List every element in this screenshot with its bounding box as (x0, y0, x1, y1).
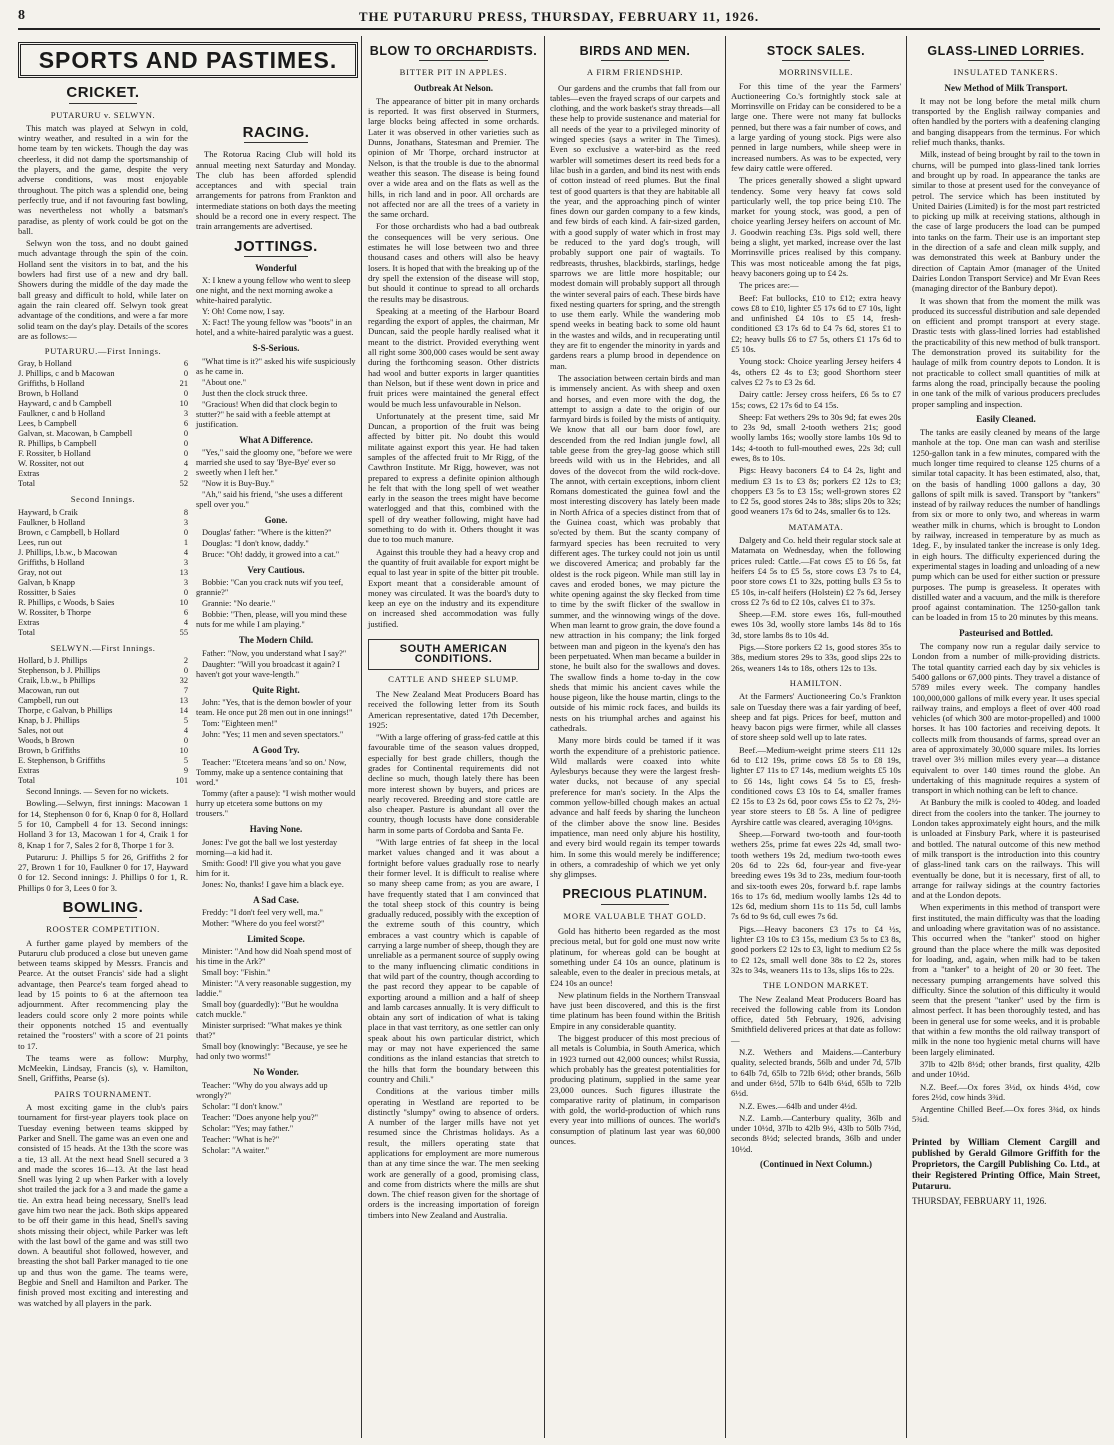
innings-2-title: Second Innings. (70, 494, 136, 505)
batsman: Woods, b Brown (18, 736, 75, 746)
batsman: J. Phillips, l.b.w., b Macowan (18, 547, 118, 557)
orchardists-p5: Against this trouble they had a heavy crop and the quantity of fruit available for export might be equal to last year in spite of the bitter pit trouble. Export meant that a considerable amount of money was circulated. It was the board's duty to keep an eye on the industry and its expenditure on increased shed accommodation was fully justified. (368, 546, 539, 629)
jotting-line: Scholar: "A waiter." (202, 1145, 270, 1155)
orchardists-p2: For those orchardists who had a bad outbreak the consequences will be very serious. One estimates he will lose between two and three thousand cases and others will also be heavy losers. It is hoped that with the breaking up of the dry spell the extension of the disease will stop, but should it continue to spread to all orchards the results may be disastrous. (368, 221, 539, 304)
glass-p3: It was shown that from the moment the milk was produced its successful distribution and sale depended on efficient and prompt transport at every stage. Drastic tests with glass-lined lorries had established the practicability of this new method of bulk transport. The demonstration proved its suitability for the haulage of milk from country depots to London. It is not practicable to collect small quantities of milk at farms along the road, principally because the pooling in one tank of the milk of various producers precludes proper sampling and inspection. (912, 295, 1100, 409)
innings-3-total (18, 776, 188, 786)
runs: 4 (183, 459, 188, 469)
jotting-line: "Now it is Buy-Buy." (202, 478, 274, 488)
runs: 6 (183, 359, 188, 369)
continuation-3: Argentine Chilled Beef.—Ox fores 3¾d, ox hinds 5¾d. (912, 1104, 1100, 1125)
runs: 7 (183, 686, 188, 696)
jotting-title: What A Difference. (239, 434, 313, 445)
dateline: THURSDAY, FEBRUARY 11, 1926. (912, 1195, 1047, 1206)
batsman: Brown, b Holland (18, 389, 79, 399)
jotting-line: "Yes," said the gloomy one, "before we were married she used to say 'Bye-Bye' ever so sweetly when I left her." (196, 447, 353, 477)
jotting-line: Teacher: "What is he?" (202, 1134, 280, 1144)
morrinsville-p8: Pigs: Heavy baconers £4 to £4 2s, light and medium £3 1s to £3 8s; porkers £2 12s to £3; choppers £3 5s to £3 15s; well-grown stores £2 to £2 5s, good stores 24s to 38s; slips 20s to 32s; good weaners 17s 6d to 24s, smaller 6s to 12s. (731, 465, 901, 517)
newspaper-page (18, 6, 1100, 1438)
jotting-title: Limited Scope. (247, 933, 305, 944)
runs: 0 (183, 666, 188, 676)
batsman: Gray, b Holland (18, 359, 72, 369)
birds-p3: Many more birds could be tamed if it was worth the expenditure of a prehistoric patience. Wild mallards were coaxed into white Aylesburys because they were the largest fresh-water ducks, not because of any special preference for man's society. In the Alps the common yellow-billed chough makes an actual advance and half feeds by sharing the luncheon of the climber above the snow line. Besides impatience, man need only abjure his hostility, and every bird would regain its temper towards him. In some this would merely be indifference; in others, a comradeship of which we yet only shy glimpses. (550, 735, 720, 880)
divider (782, 60, 850, 61)
sa-subheading: CATTLE AND SHEEP SLUMP. (388, 673, 519, 684)
hamilton-heading: HAMILTON. (789, 677, 843, 688)
runs: 6 (183, 607, 188, 617)
score-row (18, 676, 188, 686)
jotting-line: "About one." (202, 377, 247, 387)
batsman: Campbell, run out (18, 696, 79, 706)
total-value: 101 (175, 776, 188, 786)
pasteurised-heading: Pasteurised and Bottled. (959, 627, 1053, 638)
runs: 32 (179, 676, 188, 686)
easily-cleaned-heading: Easily Cleaned. (976, 413, 1036, 424)
batsman: W. Rossiter, b Thorpe (18, 607, 91, 617)
column-rule (725, 36, 726, 1438)
total-value: 52 (179, 479, 188, 489)
jotting-line: Daughter: "Will you broadcast it again? I haven't got your wave-length." (196, 659, 340, 679)
jotting-line: Teacher: "Does anyone help you?" (202, 1112, 319, 1122)
jotting-line: Scholar: "I don't know." (202, 1101, 283, 1111)
score-row (18, 459, 188, 469)
printer-imprint: Printed by William Clement Cargill and published by Gerald Gilmore Griffith for the Proprietors, the Cargill Publishing Co. Ltd., at their Registered Printing Office, Main Street, Putaruru. (912, 1136, 1100, 1191)
score-row (18, 588, 188, 598)
hamilton-p4: Pigs.—Heavy baconers £3 17s to £4 ½s, lighter £3 10s to £3 15s, medium £3 5s to £3 8s, good porkers £2 12s to £3, light to medium £2 5s to £2 12s, small well done 38s to £2 2s, stores 32s to 34s, weaners 11s to 13s, slips 16s to 22s. (731, 923, 901, 975)
glass-heading: GLASS-LINED LORRIES. (927, 44, 1085, 58)
glass-p7: When experiments in this method of transport were first instituted, the main difficulty was that the loading and unloading where gravitation was of no assistance. This occurred when the "tanker" stood on higher ground than the place where the milk was deposited for loading, and, again, when milk had to be taken from a "tanker" to a height of 20 or 30 feet. The necessary pumping arrangements have solved this difficulty. Since the solution of this difficulty it would seem that the present "tanker" used by the firm is almost perfect. It has been thoroughly tested, and has been in general use for some weeks, and it is probable that within a few months the old railway transport of milk in the none too hygienic metal churns will have been largely eliminated. (912, 902, 1100, 1057)
jotting-line: Bruce: "Oh! daddy, it growed into a cat." (202, 550, 340, 560)
runs: 10 (179, 746, 188, 756)
orchardists-sub2: Outbreak At Nelson. (413, 82, 494, 93)
orchardists-heading: BLOW TO ORCHARDISTS. (369, 44, 538, 58)
batsman: R. Phillips, c Woods, b Saies (18, 597, 115, 607)
runs: 6 (183, 419, 188, 429)
runs: 10 (179, 597, 188, 607)
score-row (18, 548, 188, 558)
score-row (18, 666, 188, 676)
hamilton-p3: Sheep.—Forward two-tooth and four-tooth wethers 25s, prime fat ewes 22s 4d, small two-tooth wethers 19s 2d, medium two-tooth ewes 20s 6d to 22s 6d, four-year and five-year breeding ewes 19s 3d to 23s, medium four-tooth and six-tooth ewes 20s, forward b.f. rape lambs 16s to 17s 6d, medium woolly lambs 12s 4d to 12s 6d, medium shorn 11s to 11s 5d, cull lambs 7s 6d to 9s 6d, cull ewes 7s 6d. (731, 829, 901, 922)
score-row (18, 578, 188, 588)
batsman: Knap, b J. Phillips (18, 716, 80, 726)
jotting-line: "Ah," said his friend, "she uses a different spell over you." (196, 489, 343, 509)
bowling-p3: A most exciting game in the club's pairs tournament for first-year players took place on Tuesday evening between teams skipped by Parker and Snell. The game was an even one and consisted of 15 heads. At the 13th the score was a tie, 13 all. At the next head Snell secured a 3 and made the scores 16—13. At the last head Snell was lying 2 up when Parker with a lovely shot trailed the jack for a 3 and made the game a tie. An extra head being necessary, Snell's lead gave him two near the jack. Both skips appeared to be off their game in this head, Snell's saving shots missing their object, while Parker was left with the last bowl of the game and was still two down. A beautiful shot followed, however, and breasting the shot ball Parker managed to tie one up and thus won the game. The teams were, Begbie and Snell and Hamilton and Parker. The finish proved most exciting and interesting and was watched by all players in the park. (18, 1102, 188, 1308)
score-row (18, 618, 188, 628)
runs: 10 (179, 399, 188, 409)
cricket-subheading: PUTARURU v. SELWYN. (50, 109, 156, 120)
jotting-line: Freddy: "I don't feel very well, ma." (202, 907, 323, 917)
morrinsville-heading: MORRINSVILLE. (779, 67, 853, 78)
jotting-line: Teacher: "Why do you always add up wrongly?" (196, 1080, 328, 1100)
score-row (18, 429, 188, 439)
glass-p1: It may not be long before the metal milk churn transported by the English railway companies and often handled by the porters with a deafening clanging and banging disappears from the terminus. For which relief much thanks, thanks. (912, 95, 1100, 148)
batsman: Craik, l.b.w., b Phillips (18, 676, 96, 686)
batsman: Lees, run out (18, 537, 62, 547)
jotting-title: Gone. (264, 514, 288, 525)
jotting-line: Minister surprised: "What makes ye think that?" (196, 1021, 342, 1041)
london-p2: N.Z. Wethers and Maidens.—Canterbury quality, selected brands, 56lb and under 7d, 57lb to 64lb 7d, 65lb to 72lb 6½d; other brands, 56lb and under 6½d, 57lb to 64lb 6¼d, 65lb to 72lb 6½d. (731, 1047, 901, 1099)
innings-2-total (18, 628, 188, 638)
column-stock (731, 36, 901, 1438)
batsman: W. Rossiter, not out (18, 459, 85, 469)
birds-subheading: A FIRM FRIENDSHIP. (586, 67, 684, 78)
morrinsville-p2: The prices generally showed a slight upward tendency. Some very heavy fat cows sold particularly well, the top price being £10. The market for young stock, was good, a pen of choice yearling Jersey heifers on account of Mr. J. Goodwin reaching £3s. Pigs sold well, there being a slight, yet marked, increase over the last Morrinsville prices realised by this company. This was most noticeable among the fat pigs, heavy baconers going up to £4 2s. (731, 175, 901, 278)
runs: 2 (183, 656, 188, 666)
orchardists-subheading: BITTER PIT IN APPLES. (399, 67, 508, 78)
jotting-line: Bobbie: "Then, please, will you mind these nuts for me while I am playing." (196, 610, 347, 630)
sa-p2: "With a large offering of grass-fed cattle at this favourable time of the season values dropped, especially for best grade chillers, though the grades for Continental requirements did not decline so much, though lately there has been more interest shown by buyers, and prices are nearly recovered. Breeding and store cattle are also cheaper. Pasture is abundant all over the country, though locusts have done considerable harm in some parts of Cordoba and Santa Fe. (368, 732, 539, 835)
innings-3-title: SELWYN.—First Innings. (50, 642, 156, 653)
masthead-title: THE PUTARURU PRESS, THURSDAY, FEBRUARY 11, 1926. (358, 9, 760, 24)
runs: 3 (183, 517, 188, 527)
divider (69, 103, 137, 104)
score-row (18, 766, 188, 776)
glass-sub2: New Method of Milk Transport. (944, 82, 1068, 93)
runs: 0 (183, 429, 188, 439)
jotting-line: Bobbie: "Can you crack nuts wif you teef, grannie?" (196, 578, 344, 598)
jotting-line: Jones: No, thanks! I gave him a black eye. (202, 879, 344, 889)
batsman: Hayward, c and b Campbell (18, 399, 112, 409)
divider (69, 917, 137, 918)
cricket-intro-1: This match was played at Selwyn in cold, wintry weather, and resulted in a win for the home team by ten wickets. Though the day was cheerless, it did not damp the sportsmanship of the players, and the game, despite the very adverse conditions, was most enjoyable throughout. The pitch was a splendid one, being perfectly true, and if not favouring fast bowling, was nevertheless not wholly a batsman's paradise, as plenty of work could be got on the ball. (18, 122, 188, 236)
stock-heading: STOCK SALES. (766, 44, 866, 58)
jotting-line: John: "Yes, that is the demon bowler of your team. He once put 28 men out in one innings!" (196, 698, 353, 718)
divider (244, 256, 308, 257)
runs: 3 (183, 577, 188, 587)
batsman: J. Phillips, c and b Macowan (18, 369, 115, 379)
jotting-line: Y: Oh! Come now, I say. (202, 307, 285, 317)
divider (601, 60, 669, 61)
masthead (18, 6, 1100, 30)
total-label: Total (18, 776, 36, 786)
batsman: Gray, not out (18, 567, 62, 577)
runs: 1 (183, 537, 188, 547)
jotting-line: X: I knew a young fellow who went to sleep one night, and the next morning awoke a white-haired paralytic. (196, 276, 351, 306)
morrinsville-p5: Young stock: Choice yearling Jersey heifers 4 4s, others £2 4s to £3; good Shorthorn steer calves £2 7s to £3 2s 6d. (731, 356, 901, 387)
score-row (18, 409, 188, 419)
jottings-list (196, 263, 356, 1156)
cricket-intro-2: Selwyn won the toss, and no doubt gained much advantage through the spin of the coin. Holland sent the visitors in to bat, and the his bowlers had first use of a new and dry ball. Showers during the middle of the day made the ball greasy and difficult to hold, while later on again the rain cleared off. Selwyn took great advantage of the conditions, and were a far more solid team on the day's play. Details of the scores are as follows:— (18, 238, 188, 341)
jotting-line: Tom: "Eighteen men!" (202, 719, 278, 729)
morrinsville-p7: Sheep: Fat wethers 29s to 30s 9d; fat ewes 20s to 23s 9d, small 2-tooth wethers 21s; good woolly lambs 16s; woolly store lambs 10s 9d to 14s; 4-tooth to full-mouthed ewes, 22s 3d; cull ewes, 8s to 10s. (731, 411, 901, 463)
innings-3-list (18, 656, 188, 776)
score-row (18, 359, 188, 369)
score-row (18, 389, 188, 399)
glass-p6: At Banbury the milk is cooled to 40deg. and loaded direct from the coolers into the tanker. The journey to London takes approximately eight hours, and the milk is unloaded at Finsbury Park, where it is pasteurised and bottled. The natural outcome of this new method of milk transport is the introduction into this country of glass-lined tank cars on the railways. This will eventually be done, but it is necessary, first of all, to arrange for railway sidings at the country factories and at the London depots. (912, 797, 1100, 901)
batsman: Brown, c Campbell, b Hollard (18, 527, 120, 537)
pairs-heading: PAIRS TOURNAMENT. (54, 1088, 152, 1099)
jotting-title: Wonderful (255, 262, 297, 273)
score-row (18, 469, 188, 479)
column-orchardists (368, 36, 539, 1438)
score-row (18, 756, 188, 766)
score-row (18, 558, 188, 568)
column-rule (361, 36, 362, 1438)
jotting-title: Quite Right. (252, 684, 300, 695)
birds-p1: Our gardens and the crumbs that fall from our tables—even the frayed scraps of our carpets and clothing, and the work basket's stray threads—all these help to provide sustenance and material for all needs of the year to a privileged minority of winged species (says a writer in The Times). Even so exclusive a water-bird as the reed warbler will sometimes desert its reed beds for a lilac bush in a garden, and bind its nest with ends of cotton instead of reed plumes. But the final test of good quarters is that they are habitable all the year, and the approaching pinch of winter fines down our garden company to a few kinds, and few birds of each kind. A fair-sized garden, with a good supply of water which in frost may be reduced to the yard dog's trough, will probably support one pair of wagtails. To redbreasts, thrushes, blackbirds, starlings, hedge sparrows we are little more hospitable; our modest domain will probably support all through the winter several pairs of each. These birds have fixed nesting quarters for spring, and the strength to use them early. While the wandering mob spend weeks in beating back to some old haunt in the wastes and wilds, and in recuperating until they are fit to engender the minority in yards and gardens rears a plump brood in dependence on man. (550, 82, 720, 371)
platinum-subheading: MORE VALUABLE THAT GOLD. (563, 910, 707, 921)
jotting-line: "What time is it?" asked his wife suspiciously as he came in. (196, 356, 356, 376)
jotting-line: Smith: Good! I'll give you what you gave him for it. (196, 858, 341, 878)
orchardists-p3: Speaking at a meeting of the Harbour Board regarding the export of apples, the chairman, Mr Duncan, said the people hardly realised what it meant to the district. Provided everything went all right some 300,000 cases would be sent away during the forthcoming season. Other districts had wool and butter exports in larger quantities than Nelson, but if these went down in price and fruit prices were maintained the general effect would be much less unfavourable in Nelson. (368, 305, 539, 409)
score-row (18, 726, 188, 736)
jotting-line: Teacher: "Etcetera means 'and so on.' Now, Tommy, make up a sentence containing that word." (196, 758, 347, 788)
runs: 0 (183, 389, 188, 399)
score-row (18, 716, 188, 726)
morrinsville-p6: Dairy cattle: Jersey cross heifers, £6 5s to £7 15s; cows, £2 17s 6d to £4 15s. (731, 389, 901, 410)
batsman: Hollard, b J. Phillips (18, 656, 88, 666)
runs: 0 (183, 587, 188, 597)
jotting-line: Minister: "A very reasonable suggestion, my laddie." (196, 979, 352, 999)
bowling-p2: The teams were as follow: Murphy, McMeekin, Lindsay, Francis (s), v. Hamilton, Snell, Griffiths, Pearse (s). (18, 1052, 188, 1084)
continued-note: (Continued in Next Column.) (759, 1158, 872, 1169)
runs: 0 (183, 449, 188, 459)
jotting-title: Having None. (249, 824, 303, 835)
batsman: Extras (18, 469, 40, 479)
jotting-title: A Good Try. (252, 745, 300, 756)
sa-heading: SOUTH AMERICAN CONDITIONS. (368, 639, 539, 670)
jotting-line: Mother: "Where do you feel worst?" (202, 918, 325, 928)
matamata-p3: Pigs.—Store porkers £2 1s, good stores 35s to 38s, medium stores 29s to 33s, good slips 22s to 26s, weaners 14s to 18s, others 12s to 13s. (731, 642, 901, 673)
innings-1-list (18, 359, 188, 479)
jotting-title: A Sad Case. (253, 894, 299, 905)
racing-p1: The Rotorua Racing Club will hold its annual meeting next Saturday and Monday. The club has been afforded splendid acceptances and with special train arrangements for patrons from Frankton and intermediate stations on both days the meeting should be a record one in every respect. The train arrangements are advertised. (196, 149, 356, 232)
runs: 4 (183, 617, 188, 627)
batsman: Extras (18, 617, 40, 627)
batsman: Brown, b Griffiths (18, 746, 80, 756)
morrinsville-p3: The prices are:— (739, 280, 799, 291)
platinum-p3: The biggest producer of this most precious of all metals is Columbia, in South America, which in 1923 turned out 42,000 ounces; whilst Russia, which probably has the greatest potentialities for producing platinum, supplied in the same year 23,000 ounces. Such figures illustrate the comparative rarity of platinum, in comparison with gold, the world-production of which runs every year into millions of ounces. The world's consumption of platinum last year was 60,000 ounces. (550, 1033, 720, 1146)
score-row (18, 518, 188, 528)
jotting-line: Just then the clock struck three. (202, 388, 308, 398)
racing-heading: RACING. (242, 124, 310, 141)
score-row (18, 399, 188, 409)
batsman: Stephenson, b J. Phillips (18, 666, 101, 676)
london-p4: N.Z. Lamb.—Canterbury quality, 36lb and under 10½d, 37lb to 42lb 9½, 43lb to 50lb 7½d, seconds 8½d; selected brands, 36lb and under 10½d. (731, 1112, 901, 1154)
batsman: Lees, b Campbell (18, 419, 77, 429)
matamata-p2: Sheep.—F.M. store ewes 16s, full-mouthed ewes 10s 3d, woolly store lambs 14s 8d to 16s 3d, store lambs 8s to 10s 4d. (731, 609, 901, 640)
glass-subheading: INSULATED TANKERS. (953, 67, 1059, 78)
london-heading: THE LONDON MARKET. (763, 980, 869, 991)
batsman: Griffiths, b Holland (18, 557, 85, 567)
jotting-line: Jones: I've got the ball we lost yesterday morning—a kid had it. (196, 837, 338, 857)
page-number: 8 (18, 8, 25, 23)
platinum-heading: PRECIOUS PLATINUM. (562, 887, 708, 902)
batsman: Sales, not out (18, 726, 64, 736)
jotting-line: Small boy (guardedly): "But he wouldna catch muckle." (196, 1000, 339, 1020)
score-row (18, 369, 188, 379)
runs: 4 (183, 547, 188, 557)
bowling-summary: Bowling.—Selwyn, first innings: Macowan 1 for 14, Stephenson 0 for 6, Knap 0 for 8, Hollard 5 for 10, Campbell 4 for 13. Second innings: Holland 3 for 13, Macowan 1 for 4, Craik 1 for 8, Knap 1 for 7, Sales 2 for 8, Thorpe 1 for 3. (18, 798, 188, 850)
bowling-subheading: ROOSTER COMPETITION. (46, 924, 160, 935)
jotting-line: Scholar: "Yes; may father." (202, 1123, 294, 1133)
sa-p3: "With large entries of fat sheep in the local market values changed and it was about a fortnight before values gradually rose to nearly their former level. It is difficult to realise where so many sheep came from; as you are aware, I have frequently stated that I am convinced that the total sheep stock of this country is being gradually reduced, possibly with the exception of the extreme south of this country, which embraces a vast country which is capable of carrying a large number of sheep, though they are unreliable as a permanent source of supply owing to the many influencing climatic conditions in that wild part of the country, though according to the past record they appear to be capable of exporting around a million and a half of sheep and lamb carcases annually. It is very difficult to obtain any sort of indication of what is taking place in that vast territory, as one settler can only speak about his own particular district, which may or may not have experienced the same conditions as the inland estancias that stretch to the hills that form the boundary between this country and Chili." (368, 837, 539, 1084)
jotting-title: S-S-Serious. (252, 343, 300, 354)
hamilton-p1: At the Farmers' Auctioneering Co.'s Frankton sale on Tuesday there was a fair yarding of beef, sheep and fat pigs. Prices for beef, mutton and heavy bacon pigs were firmer, while all classes of store sheep sold well up to late rates. (731, 691, 901, 743)
jotting-line: Douglas: "I don't know, daddy." (202, 539, 309, 549)
divider (244, 142, 308, 143)
batsman: Galvan, b Knapp (18, 577, 75, 587)
jotting-line: X: Fact! The young fellow was "boots" in an hotel, and a white-haired paralytic was a guest. (196, 318, 354, 338)
bowling-heading: BOWLING. (62, 898, 144, 916)
score-row (18, 568, 188, 578)
batsman: E. Stephenson, b Griffiths (18, 756, 106, 766)
birds-p2: The association between certain birds and man is immensely ancient. As with sheep and oxen and horses, and even more with the dog, the attempt to assign a date to the origin of our farmyard birds is foiled by the mists of antiquity. We know that all our barn door fowl, are descended from the red Indian jungle fowl, all table geese from the grey-lag goose which still breeds wild with us in the Hebrides, and all doves of the dovecot from the wild rock-dove. The annot, with certain exceptions, inborn client Romans domesticated the guinea fowl and the most interesting discovery has lately been made in North Africa of a species distinct from that of the Guinea coast, which was probably that so'ected by them. But the scanty company of farmyard species has been recruited to very different ages. The turkey could not join us until we discovered America; and probably far the oldest is the rock pigeon. While man still lay in caves and eroded bones, we may picture the white opening against the sky flecked from time to time by the swift flicker of the swallow in summer, and the winnowing wings of the dove. When man learnt to grow grain, the dove found a new attraction in his company; the link forged between man and pigeon in the kyena's den has been perpetuated. When man became a builder in stone, he built also for the swallows and doves. The swallow finds a home to-day in the cow sheds that mimic his ancient caves while the house pigeon, like the house martin, clings to the outside of his mimic rock faces, and builds its nests on his triumphal arches and against his cathedrals. (550, 372, 720, 733)
cricket-closing: Second Innings. — Seven for no wickets. (26, 786, 169, 797)
batsman: R. Phillips, b Campbell (18, 439, 97, 449)
london-p1: The New Zealand Meat Producers Board has received the following cable from its London office, dated 5th February, 1926, advising Smithfield delivered prices at that date as follow:— (731, 993, 901, 1045)
column-rule (906, 36, 907, 1438)
score-row (18, 706, 188, 716)
bowling-p1: A further game played by members of the Putaruru club produced a close but uneven game between teams skipped by Messrs. Francis and Pearce. At the outset Francis' side had a slight advantage, then Pearce's team forged ahead to lead by 15 points to 6 at the afternoon tea adjournment. After recommencing play the leaders could score only 2 more points while their opponents notched 15 and eventually retained the "roosters" with a score of 21 points to 17. (18, 937, 188, 1051)
score-row (18, 419, 188, 429)
hamilton-p2: Beef.—Medium-weight prime steers £11 12s 6d to £12 19s, prime cows £8 5s to £8 19s, lighter £7 11s to £7 14s, medium weights £5 10s to £6 14s, light cows £4 5s to £5, fresh-conditioned cows £3 10s to £4, smaller frames £2 15s to £3 2s 6d, poor cows £5s to £2 7s, 2½-year store steers to £8 5s. A line of pedigree Ayrshire cattle was cleared, averaging 10½gns. (731, 744, 901, 827)
runs: 8 (183, 507, 188, 517)
jotting-line: Father: "Now, you understand what I say?" (202, 648, 347, 658)
jottings-heading: JOTTINGS. (234, 237, 318, 255)
runs: 9 (183, 766, 188, 776)
jotting-line: Douglas' father: "Where is the kitten?" (202, 528, 332, 538)
batsman: Macowan, run out (18, 686, 80, 696)
score-row (18, 656, 188, 666)
batsman: Griffiths, b Holland (18, 379, 85, 389)
runs: 4 (183, 726, 188, 736)
score-row (18, 538, 188, 548)
runs: 0 (183, 736, 188, 746)
jotting-title: Very Cautious. (247, 565, 305, 576)
matamata-p1: Dalgety and Co. held their regular stock sale at Matamata on Wednesday, when the following prices ruled: Cattle.—Fat cows £5 to £6 5s, fat heifers £4 5s to £5 5s, store cows £3 7s to £4, poor store cows £1 to 32s, potting bulls £3 5s to £5 10s, in-calf heifers (Holstein) £2 7s 6d, Jersey cross £2 7s 6d to £2 10s, calves £1 to 37s. (731, 535, 901, 607)
runs: 14 (179, 706, 188, 716)
jotting-title: No Wonder. (253, 1067, 299, 1078)
score-row (18, 686, 188, 696)
glass-p2: Milk, instead of being brought by rail to the town in churns, will be pumped into glass-lined tank lorries and brought up by road. In appearance the tanks are similar to those at present used for the conveyance of petrol. The service which has been instituted by United Dairies (Limited) is for the most part restricted to picking up milk at receiving stations, although in the case of large producers the load can be pumped into tanks on the farm. Their use is an important step in the direction of a safe and clean milk supply, and was demonstrated this week at Banbury under the direction of Captain Amor (manager of the United Dairies London Transport Service) and Mr Evan Rees (managing director of the Banbury depot). (912, 149, 1100, 294)
batsman: Thorpe, c Galvan, b Phillips (18, 706, 113, 716)
runs: 2 (183, 469, 188, 479)
sa-p1: The New Zealand Meat Producers Board has received the following letter from its South American representative, dated 17th December, 1925: (368, 688, 539, 730)
column-rule (544, 36, 545, 1438)
matamata-heading: MATAMATA. (788, 521, 844, 532)
runs: 5 (183, 716, 188, 726)
orchardists-p1: The appearance of bitter pit in many orchards is reported. It was first observed in Sturmers, large blocks being affected in some orchards. Later it was observed in other varieties such as Dunns, Jonathans, Statesman and Premier. The opinion of Mr Thorpe, orchard instructor at Nelson, is that the trouble is due to the abnormal weather this season. The disease is being found over a wide area and on the flats as well as the hills, in rich land and in poor. All orchards are not affected nor are all the trees of a variety in the same orchard. (368, 95, 539, 220)
jotting-line: Small boy (knowingly: "Because, ye see he had only two worms!" (196, 1042, 348, 1062)
morrinsville-p4: Beef: Fat bullocks, £10 to £12; extra heavy cows £8 to £10, lighter £5 17s 6d to £7 10s, light and unfinished £4 10s to £5 14, fresh-conditioned £3 17s 6d to £4 7s 6d, stores £1 to £2; heavy bulls £6 to £7 5s, others £1 17s 6d to £5 10s. (731, 292, 901, 355)
jotting-line: "Gracious! When did that clock begin to stutter?" he said with a feeble attempt at justification. (196, 399, 338, 429)
runs: 21 (179, 379, 188, 389)
jotting-line: Minister: "And how did Noah spend most of his time in the Ark?" (196, 947, 352, 967)
morrinsville-p1: For this time of the year the Farmers' Auctioneering Co.'s fortnightly stock sale at Morrinsville on Friday can be considered to be a large one. There were not many fat bullocks penned, but there was a fair number of cows, and a large yarding of young stock. Pigs were also penned in large numbers, while sheep were in increased numbers. As was to be expected, very few dairy cattle were offered. (731, 80, 901, 173)
putaruru-bowling: Putaruru: J. Phillips 5 for 26, Griffiths 2 for 27, Brown 1 for 10, Faulkner 0 for 17, Hayward 0 for 12. Second innings: J. Phillips 0 for 1, R. Phillips 0 for 3, Lees 0 for 3. (18, 851, 188, 893)
jotting-line: John: "Yes; 11 men and seven spectators." (202, 730, 344, 740)
score-row (18, 439, 188, 449)
runs: 0 (183, 527, 188, 537)
batsman: Faulkner, c and b Holland (18, 409, 105, 419)
total-label: Total (18, 479, 36, 489)
score-row (18, 696, 188, 706)
continuation-2: N.Z. Beef.—Ox fores 3½d, ox hinds 4½d, cow fores 2½d, cow hinds 3¾d. (912, 1081, 1100, 1102)
runs: 3 (183, 557, 188, 567)
birds-heading: BIRDS AND MEN. (579, 44, 691, 58)
platinum-p1: Gold has hitherto been regarded as the most precious metal, but for gold one must now write platinum, for whereas gold can be bought at something under £4 10s an ounce, platinum is saleable, even to the dealer in precious metals, at £24 10s an ounce! (550, 926, 720, 988)
jotting-line: Grannie: "No dearie." (202, 599, 276, 609)
score-row (18, 746, 188, 756)
glass-p5: The company now run a regular daily service to London from a number of milk-providing districts. The total quantity carried each day by six vehicles is 5400 gallons or 67,000 pints. They travel a distance of 5789 miles every week. The company handles 100,000,000 gallons of milk every year. It uses special railway trains, and employs a fleet of over 400 road vehicles (of which 300 are motor-propelled) and 1000 horses. It has 100 factories and receiving depots. It collects milk from thousands of farms, spread over an area of approximately 30,000 square miles. Its lorries travel over 3½ million miles every year—a distance equivalent to over 140 times round the globe. An undertaking of this magnitude requires a system of transport in which nothing can be left to chance. (912, 641, 1100, 796)
batsman: Extras (18, 766, 40, 776)
score-row (18, 508, 188, 518)
column-sports-2 (196, 118, 356, 1438)
innings-1-total (18, 479, 188, 489)
score-row (18, 449, 188, 459)
runs: 13 (179, 567, 188, 577)
platinum-p2: New platinum fields in the Northern Transvaal have just been discovered, and this is the first time platinum has been found within the British Empire in any considerable quantity. (550, 989, 720, 1031)
divider (968, 60, 1043, 61)
continuation-1: 37lb to 42lb 8½d; other brands, first quality, 42lb and under 10½d. (912, 1058, 1100, 1080)
innings-2-list (18, 508, 188, 628)
runs: 13 (179, 696, 188, 706)
column-glass (912, 36, 1100, 1438)
divider (601, 904, 669, 905)
runs: 3 (183, 409, 188, 419)
london-p3: N.Z. Ewes.—64lb and under 4½d. (739, 1100, 858, 1111)
jotting-line: Small boy: "Fishin." (202, 968, 271, 978)
cricket-heading: CRICKET. (66, 84, 140, 102)
batsman: Rossitter, b Saies (18, 587, 76, 597)
batsman: Hayward, b Craik (18, 507, 78, 517)
batsman: Faulkner, b Holland (18, 517, 85, 527)
innings-1-title: PUTARURU.—First Innings. (44, 346, 162, 357)
batsman: Galvan, st. Macowan, b Campbell (18, 429, 133, 439)
score-row (18, 598, 188, 608)
divider (419, 60, 487, 61)
score-row (18, 736, 188, 746)
total-value: 55 (179, 627, 188, 637)
glass-p4: The tanks are easily cleaned by means of the large manhole at the top. One man can wash and sterilise 1250-gallon tank in a few minutes, compared with the much longer time required to cleanse 125 churns of a similar total capacity. It has been estimated, also, that, on the basis of handling 1000 gallons a day, 30 gallons of spilt milk is saved. Transport by "tankers" instead of by railway reduces the number of handlings from six or more to only two, and whereas in warm weather milk in churns, which is brought to London by railway, increased in temperature by as much as 1deg. F., by insulated tanker the increase is only 1deg. in eigh hours. The difficulty experienced during the experimental stages in loading and unloading of a new pump which can be used for either suction or pressure purposes. The pump is greaseless. It operates with distilled water and a vacuum, and the milk is therefore proof against contamination. The 1250-gallon tank can be loaded in from 15 to 20 minutes by this means. (912, 427, 1100, 623)
jotting-line: Tommy (after a pause): "I wish mother would hurry up etcetera some buttons on my trousers." (196, 789, 356, 819)
score-row (18, 608, 188, 618)
score-row (18, 379, 188, 389)
runs: 0 (183, 369, 188, 379)
orchardists-p4: Unfortunately at the present time, said Mr Duncan, a proportion of the fruit was being affected by bitter pit. No doubt this would militate against export this year. He had taken samples of the affected fruit to Mr Rigg, of the Cawthron Institute. Mr Rigg, however, was not prepared to express a definite opinion although he felt that with the long spell of wet weather early in the season the trees might have become waterlogged and that this, combined with the spell of dry weather following, might have had something to do with it. Others thought it was due to too much manure. (368, 410, 539, 545)
total-label: Total (18, 627, 36, 637)
column-birds (550, 36, 720, 1438)
batsman: F. Rossiter, b Holland (18, 449, 91, 459)
runs: 0 (183, 439, 188, 449)
jotting-title: The Modern Child. (238, 635, 314, 646)
runs: 5 (183, 756, 188, 766)
sports-banner: SPORTS AND PASTIMES. (18, 42, 358, 78)
score-row (18, 528, 188, 538)
sa-p4: Conditions at the various timber mills operating in Westland are reported to be distinctly "slumpy" owing to absence of orders. A number of the larger mills have not yet resumed since the Christmas holidays. As a result, the millers operating state that applications for employment are more numerous than at any time since the war. The men seeking work are generally of a good, promising class, and come from districts where the mills are shut down. The chief reason given for the shortage of orders is the increasing importation of foreign timbers into New Zealand and Australia. (368, 1086, 539, 1220)
